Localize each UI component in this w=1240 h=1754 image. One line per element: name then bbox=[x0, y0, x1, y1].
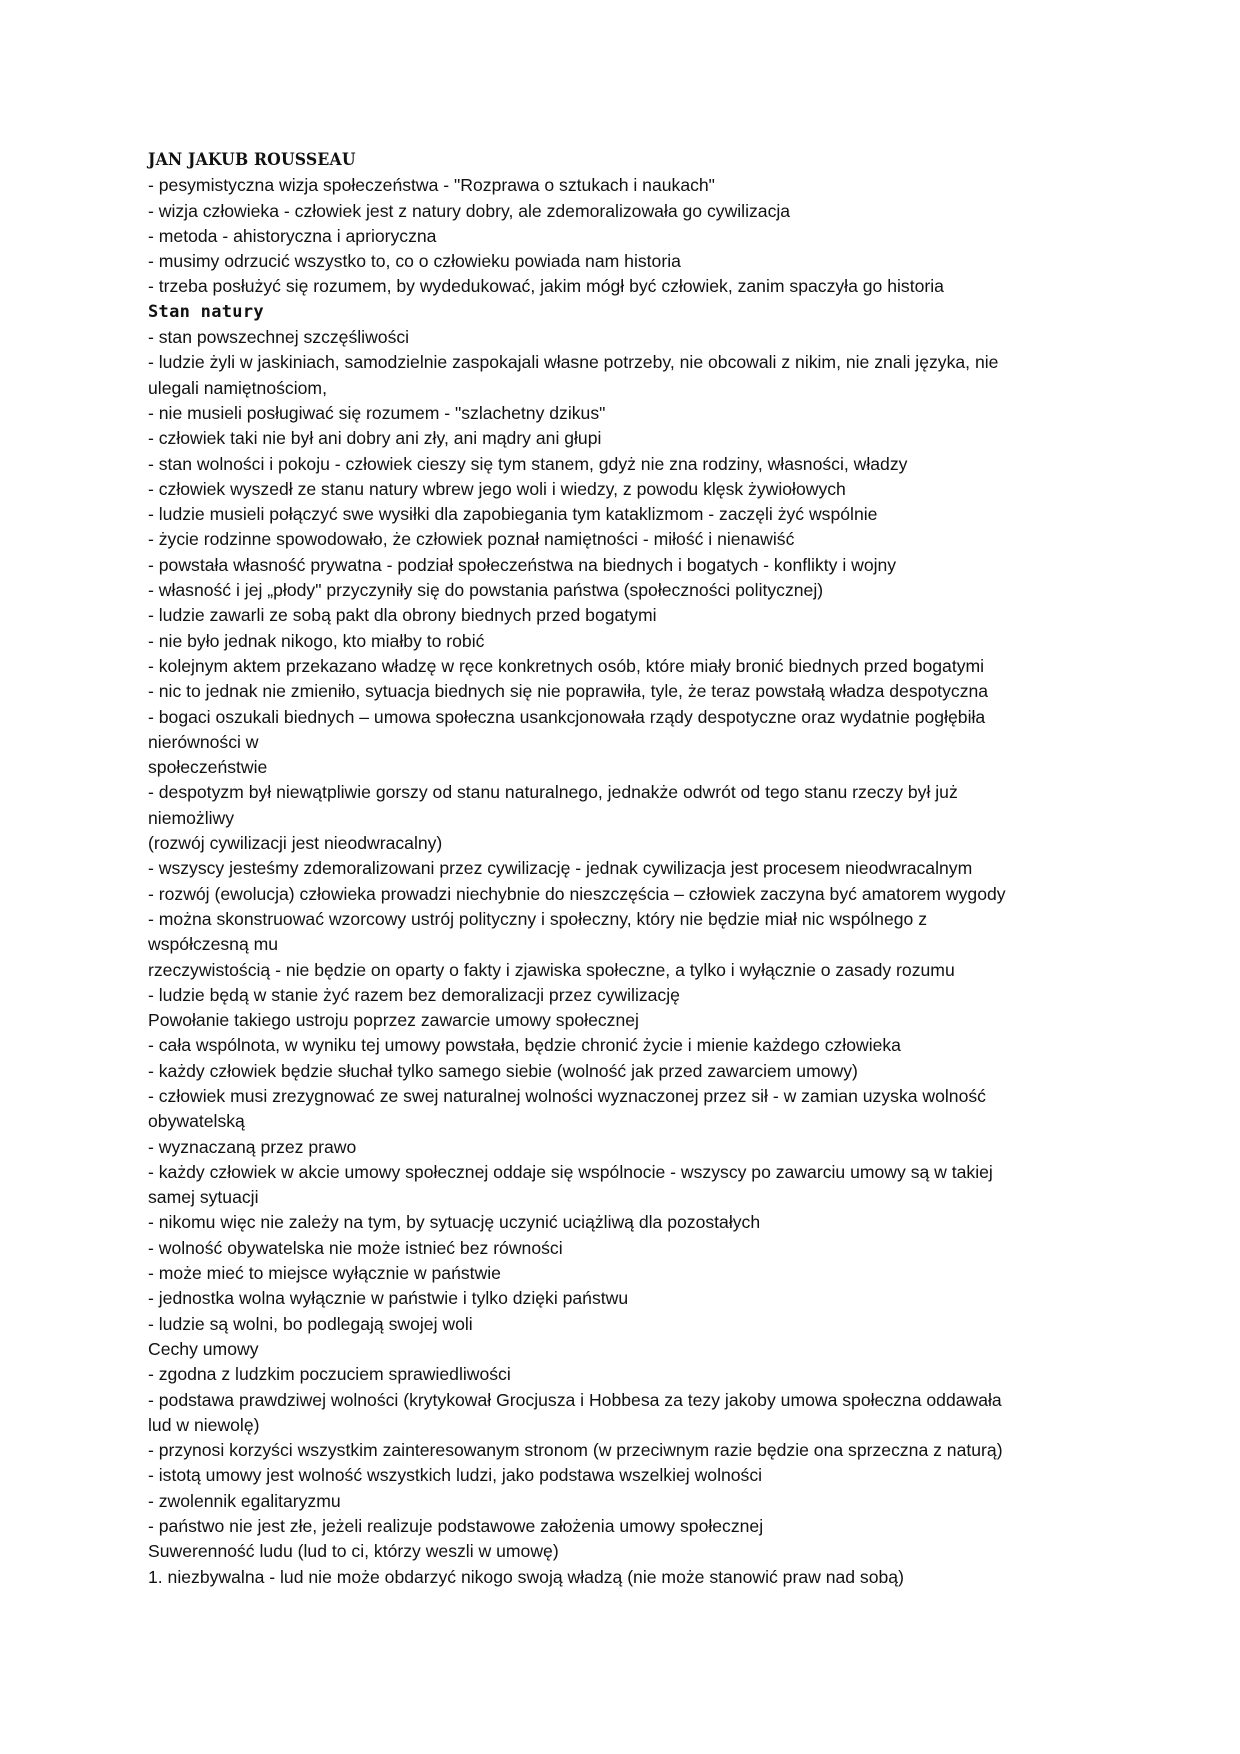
text-line: nierówności w bbox=[148, 731, 259, 752]
stan-natury-section bbox=[148, 325, 1148, 1008]
text-line: samej sytuacji bbox=[148, 1187, 259, 1208]
text-line: - metoda - ahistoryczna i aprioryczna bbox=[148, 225, 437, 246]
section-heading-cechy-umowy: Cechy umowy bbox=[148, 1338, 259, 1359]
text-line: - nie musieli posługiwać się rozumem - "szlachetny dzikus" bbox=[148, 402, 606, 423]
text-line: - może mieć to miejsce wyłącznie w państwie bbox=[148, 1263, 501, 1284]
text-line: lud w niewolę) bbox=[148, 1414, 260, 1435]
text-line: - kolejnym aktem przekazano władzę w ręce konkretnych osób, które miały bronić biednych przed bogatymi bbox=[148, 655, 985, 676]
text-line: ulegali namiętnościom, bbox=[148, 377, 327, 398]
text-line: - zgodna z ludzkim poczuciem sprawiedliwości bbox=[148, 1364, 511, 1385]
text-line: - jednostka wolna wyłącznie w państwie i tylko dzięki państwu bbox=[148, 1288, 629, 1309]
text-line: - człowiek musi zrezygnować ze swej naturalnej wolności wyznaczonej przez sił - w zamian uzyska wolność bbox=[148, 1085, 986, 1106]
text-line: - każdy człowiek będzie słuchał tylko samego siebie (wolność jak przed zawarciem umowy) bbox=[148, 1060, 858, 1081]
text-line: - ludzie musieli połączyć swe wysiłki dla zapobiegania tym kataklizmom - zaczęli żyć wspólnie bbox=[148, 504, 878, 525]
text-line: - wyznaczaną przez prawo bbox=[148, 1136, 357, 1157]
text-line: - powstała własność prywatna - podział społeczeństwa na biednych i bogatych - konflikty i wojny bbox=[148, 554, 897, 575]
text-line: - nic to jednak nie zmieniło, sytuacja biednych się nie poprawiła, tyle, że teraz powstałą władza despotyczna bbox=[148, 681, 989, 702]
text-line: - nikomu więc nie zależy na tym, by sytuację uczynić uciążliwą dla pozostałych bbox=[148, 1212, 761, 1233]
text-line: społeczeństwie bbox=[148, 757, 268, 778]
text-line: - człowiek wyszedł ze stanu natury wbrew jego woli i wiedzy, z powodu klęsk żywiołowych bbox=[148, 478, 846, 499]
suwerennosc-section bbox=[148, 1565, 1148, 1590]
text-line: - ludzie są wolni, bo podlegają swojej woli bbox=[148, 1313, 473, 1334]
umowa-section bbox=[148, 1033, 1148, 1337]
section-heading-suwerennosc-ludu: Suwerenność ludu (lud to ci, którzy weszli w umowę) bbox=[148, 1541, 559, 1562]
document-title: JAN JAKUB ROUSSEAU bbox=[148, 150, 356, 170]
text-line: - pesymistyczna wizja społeczeństwa - "Rozprawa o sztukach i naukach" bbox=[148, 175, 715, 196]
text-line: - państwo nie jest złe, jeżeli realizuje podstawowe założenia umowy społecznej bbox=[148, 1516, 764, 1537]
text-line: - życie rodzinne spowodowało, że człowiek poznał namiętności - miłość i nienawiść bbox=[148, 529, 795, 550]
text-line: - własność i jej „płody" przyczyniły się do powstania państwa (społeczności politycznej) bbox=[148, 580, 824, 601]
text-line: obywatelską bbox=[148, 1111, 245, 1132]
text-line: - człowiek taki nie był ani dobry ani zły, ani mądry ani głupi bbox=[148, 428, 602, 449]
text-line: - stan powszechnej szczęśliwości bbox=[148, 327, 410, 348]
document-page bbox=[148, 148, 1148, 1590]
text-line: rzeczywistością - nie będzie on oparty o fakty i zjawiska społeczne, a tylko i wyłącznie o zasady rozumu bbox=[148, 959, 955, 980]
intro-section bbox=[148, 173, 1148, 299]
text-line: - bogaci oszukali biednych – umowa społeczna usankcjonowała rządy despotyczne oraz wydatnie pogłębiła bbox=[148, 706, 986, 727]
text-line: - nie było jednak nikogo, kto miałby to robić bbox=[148, 630, 485, 651]
text-line: - ludzie zawarli ze sobą pakt dla obrony biednych przed bogatymi bbox=[148, 605, 657, 626]
text-line: - istotą umowy jest wolność wszystkich ludzi, jako podstawa wszelkiej wolności bbox=[148, 1465, 763, 1486]
text-line: - wizja człowieka - człowiek jest z natury dobry, ale zdemoralizowała go cywilizacja bbox=[148, 200, 791, 221]
text-line: - wszyscy jesteśmy zdemoralizowani przez cywilizację - jednak cywilizacja jest procesem nieodwracalnym bbox=[148, 858, 973, 879]
text-line: niemożliwy bbox=[148, 807, 235, 828]
text-line: - przynosi korzyści wszystkim zainteresowanym stronom (w przeciwnym razie będzie ona sprzeczna z naturą) bbox=[148, 1440, 1003, 1461]
text-line: - cała wspólnota, w wyniku tej umowy powstała, będzie chronić życie i mienie każdego człowieka bbox=[148, 1035, 901, 1056]
text-line: - można skonstruować wzorcowy ustrój polityczny i społeczny, który nie będzie miał nic wspólnego z bbox=[148, 908, 928, 929]
text-line: współczesną mu bbox=[148, 934, 279, 955]
section-heading-stan-natury: Stan natury bbox=[148, 301, 264, 322]
text-line: - ludzie żyli w jaskiniach, samodzielnie zaspokajali własne potrzeby, nie obcowali z nikim, nie znali języka, nie bbox=[148, 352, 999, 373]
cechy-umowy-section bbox=[148, 1362, 1148, 1539]
text-line: - każdy człowiek w akcie umowy społecznej oddaje się wspólnocie - wszyscy po zawarciu umowy są w takiej bbox=[148, 1161, 993, 1182]
text-line: - stan wolności i pokoju - człowiek cieszy się tym stanem, gdyż nie zna rodziny, własności, władzy bbox=[148, 453, 908, 474]
text-line: - musimy odrzucić wszystko to, co o człowieku powiada nam historia bbox=[148, 251, 681, 272]
text-line: - rozwój (ewolucja) człowieka prowadzi niechybnie do nieszczęścia – człowiek zaczyna być amatorem wygody bbox=[148, 883, 1006, 904]
text-line: 1. niezbywalna - lud nie może obdarzyć nikogo swoją władzą (nie może stanowić praw nad sobą) bbox=[148, 1566, 904, 1587]
text-line: - ludzie będą w stanie żyć razem bez demoralizacji przez cywilizację bbox=[148, 984, 680, 1005]
text-line: (rozwój cywilizacji jest nieodwracalny) bbox=[148, 833, 443, 854]
section-heading-umowa: Powołanie takiego ustroju poprzez zawarcie umowy społecznej bbox=[148, 1010, 639, 1031]
text-line: - podstawa prawdziwej wolności (krytykował Grocjusza i Hobbesa za tezy jakoby umowa społeczna oddawała bbox=[148, 1389, 1002, 1410]
text-line: - wolność obywatelska nie może istnieć bez równości bbox=[148, 1237, 563, 1258]
text-line: - zwolennik egalitaryzmu bbox=[148, 1490, 341, 1511]
text-line: - trzeba posłużyć się rozumem, by wydedukować, jakim mógł być człowiek, zanim spaczyła go historia bbox=[148, 276, 944, 297]
text-line: - despotyzm był niewątpliwie gorszy od stanu naturalnego, jednakże odwrót od tego stanu rzeczy był już bbox=[148, 782, 958, 803]
